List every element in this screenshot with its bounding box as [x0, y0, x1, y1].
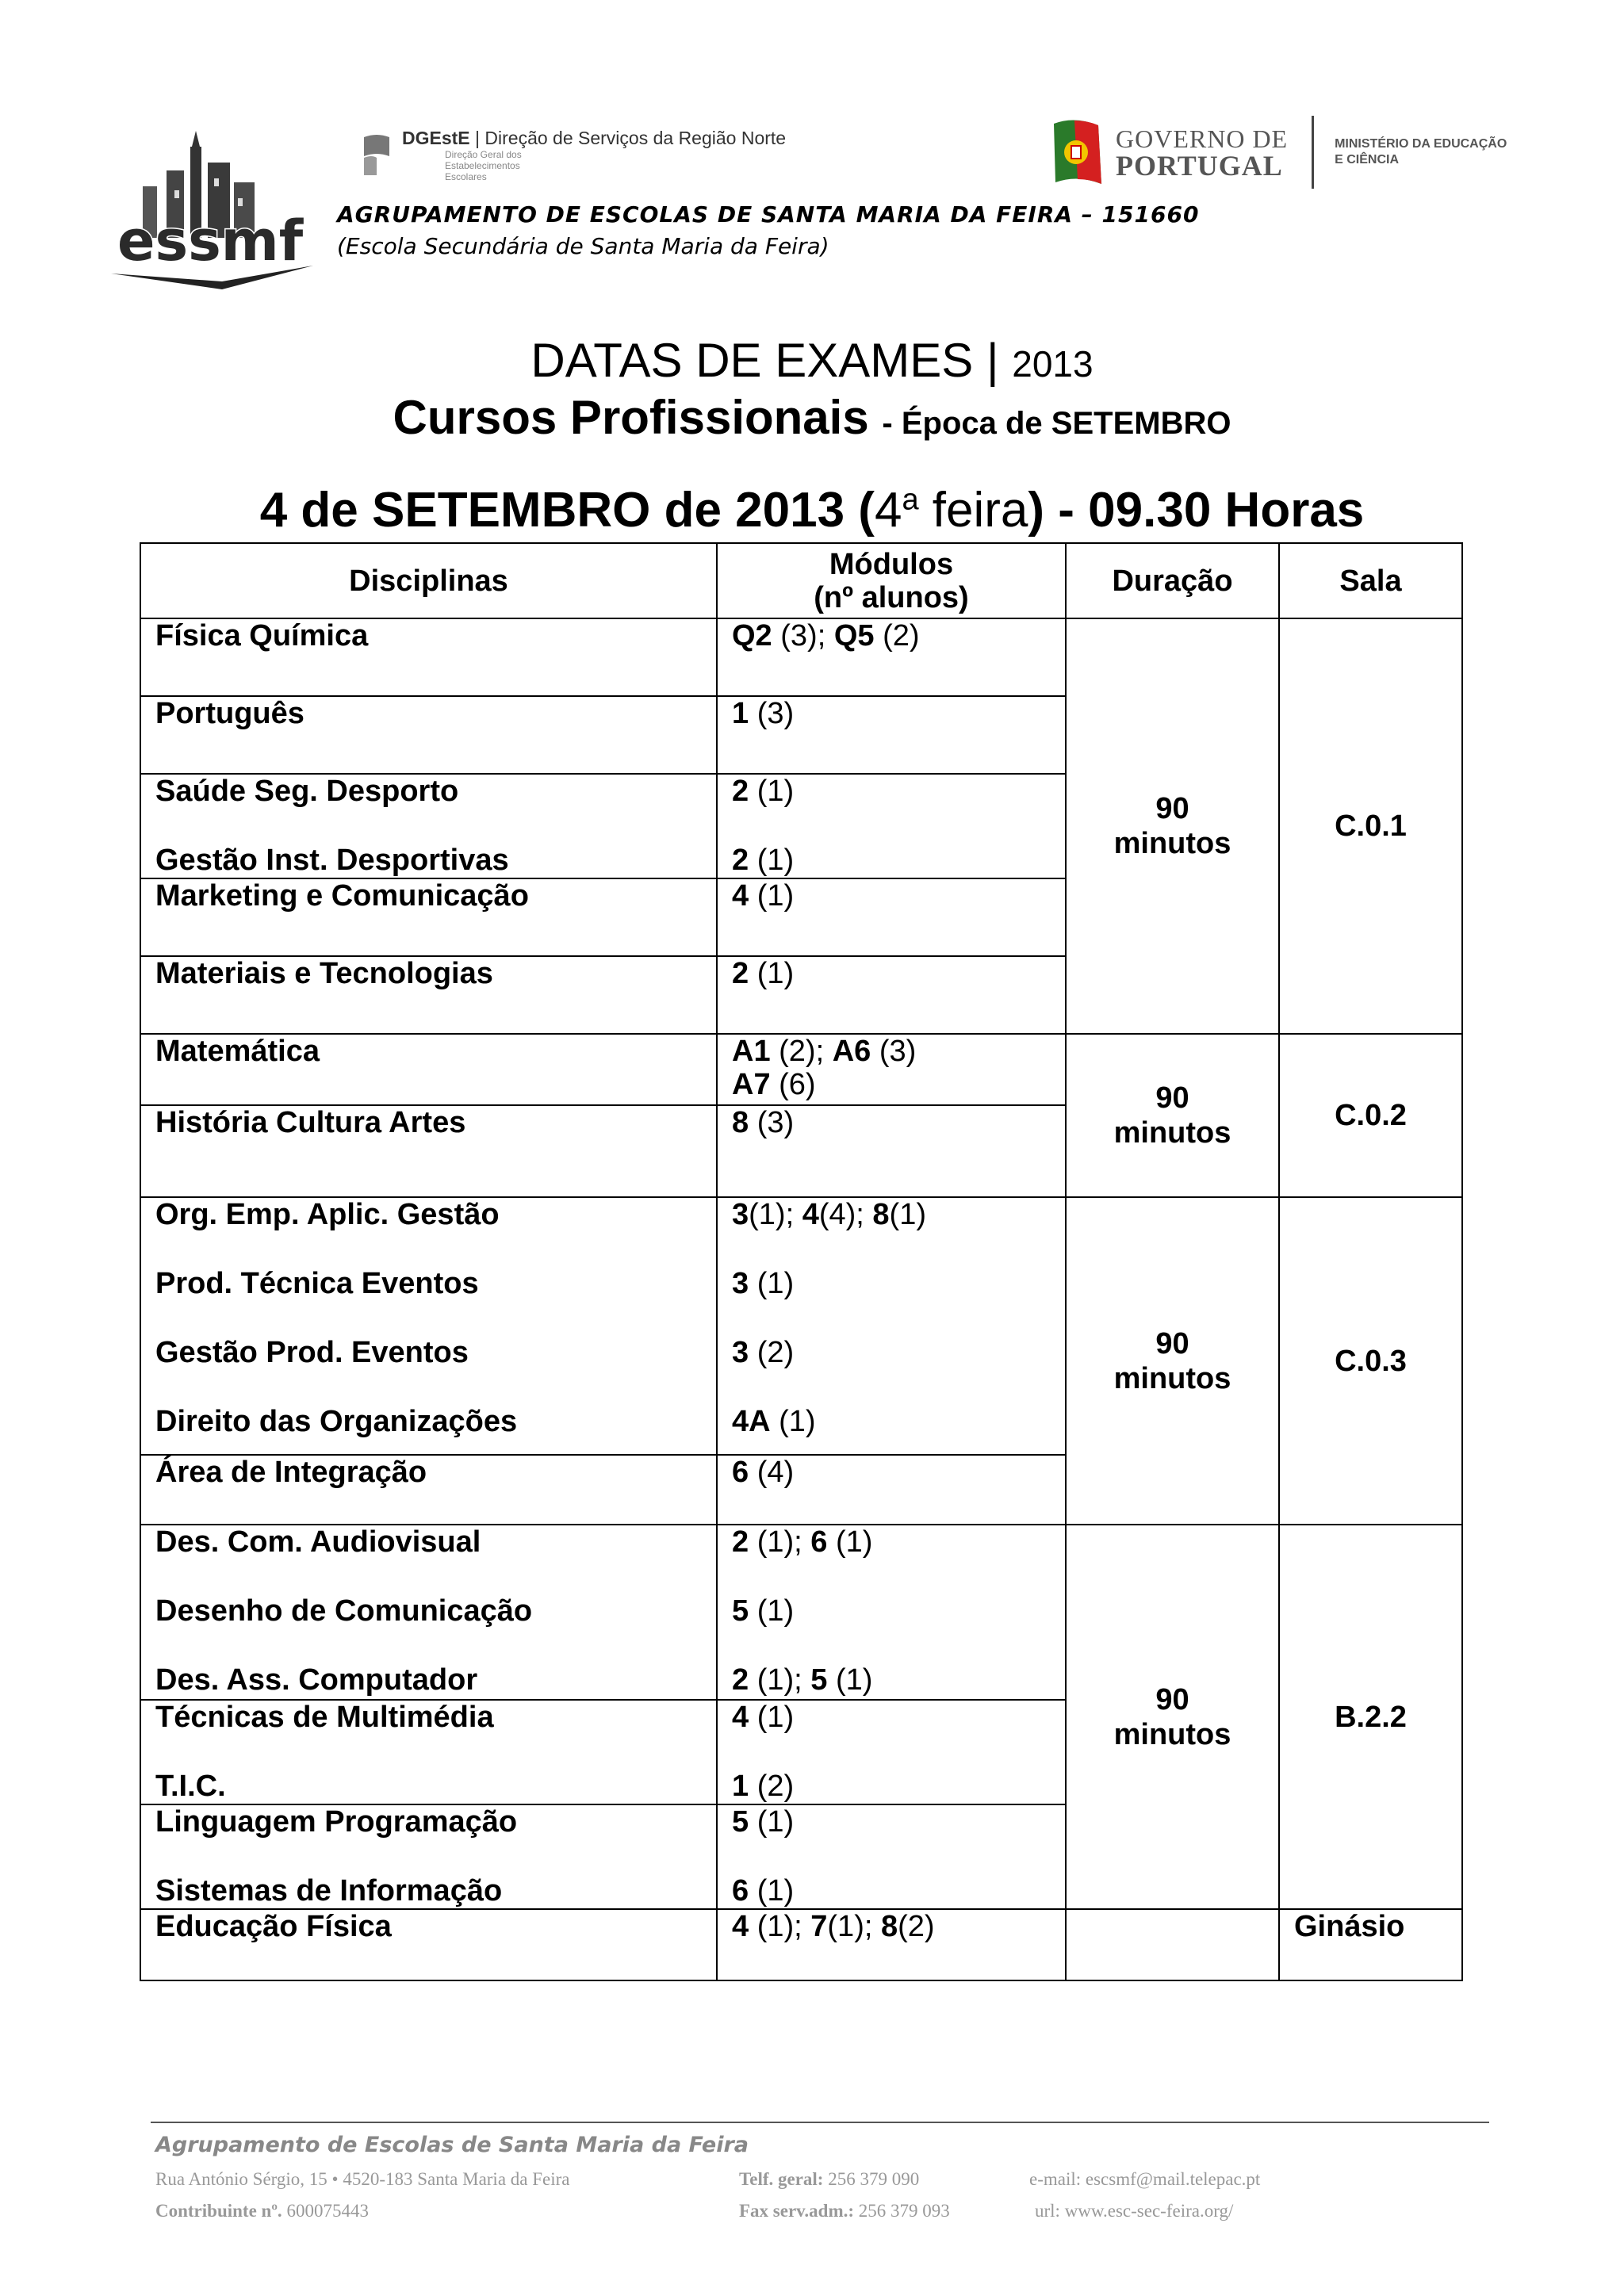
- modulo-count: (6): [770, 1068, 816, 1101]
- modulo-count: (1): [770, 1405, 816, 1438]
- disciplina-name: Marketing e Comunicação: [155, 879, 529, 913]
- modulo-code: 4: [732, 1910, 749, 1943]
- disciplina-name: Português: [155, 697, 304, 730]
- modulo-code: 2: [732, 844, 749, 877]
- modulo-line: [732, 1405, 1051, 1438]
- modulo-count: (1): [749, 1701, 795, 1734]
- disciplina-name: Des. Com. Audiovisual: [155, 1525, 481, 1559]
- footer-divider: [151, 2122, 1489, 2123]
- duracao-cell: [1066, 1525, 1279, 1909]
- modulo-code: 6: [732, 1874, 749, 1908]
- modulo-code: Q5: [833, 619, 875, 652]
- footer-fax: [739, 2201, 950, 2221]
- disciplina-cell: [140, 696, 717, 774]
- header-disciplinas: Disciplinas: [140, 543, 717, 618]
- school-logo: [111, 127, 317, 297]
- logo-text: essmf: [117, 209, 304, 274]
- modulo-code: 1: [732, 697, 749, 730]
- modulo-code: 8: [880, 1910, 898, 1943]
- disciplina-cell: [140, 1034, 717, 1105]
- modulo-code: 5: [810, 1663, 828, 1697]
- dgeste-header: [361, 127, 787, 182]
- disciplina-name: T.I.C.: [155, 1770, 226, 1803]
- table-row: [140, 1034, 1462, 1105]
- modulo-code: 2: [732, 775, 749, 808]
- modulo-count: (4): [749, 1456, 795, 1489]
- gov-line-1: GOVERNO DE: [1116, 124, 1289, 153]
- modulo-count: (4);: [818, 1198, 873, 1231]
- duracao-cell: [1066, 1197, 1279, 1525]
- modulo-code: 4: [732, 879, 749, 913]
- disciplina-name: Des. Ass. Computador: [155, 1663, 478, 1697]
- weekday-ordinal: a: [902, 483, 919, 517]
- disciplina-name: Gestão Prod. Eventos: [155, 1336, 469, 1369]
- nif-value: 600075443: [286, 2201, 369, 2221]
- disciplina-name: Materiais e Tecnologias: [155, 957, 493, 990]
- modulo-code: 5: [732, 1805, 749, 1839]
- dgeste-subtitle: Direção Geral dos Estabelecimentos Escolares: [445, 148, 522, 182]
- disciplina-cell: [140, 1909, 717, 1980]
- table-row: [140, 618, 1462, 696]
- modulo-code: 7: [810, 1910, 828, 1943]
- gov-line-2: PORTUGAL: [1116, 150, 1283, 182]
- modulo-line: [732, 1068, 1051, 1101]
- duracao-cell: [1066, 1034, 1279, 1197]
- modulo-code: 1: [732, 1770, 749, 1803]
- page-subtitle: [0, 390, 1624, 445]
- disciplina-name: Desenho de Comunicação: [155, 1594, 533, 1628]
- modulo-count: (1);: [827, 1910, 881, 1943]
- modulo-code: 4: [732, 1701, 749, 1734]
- duracao-unit: minutos: [1113, 1717, 1231, 1751]
- disciplina-name: Direito das Organizações: [155, 1405, 518, 1438]
- modulo-count: (1);: [749, 1663, 811, 1697]
- weekday-name: feira: [918, 483, 1028, 538]
- modulos-cell: [717, 1804, 1066, 1909]
- modulos-cell: [717, 1909, 1066, 1980]
- footer-phone: [739, 2169, 919, 2190]
- table-row: [140, 1197, 1462, 1455]
- exam-date: [0, 482, 1624, 538]
- modulo-count: (1): [889, 1198, 926, 1231]
- disciplina-name: Org. Emp. Aplic. Gestão: [155, 1198, 500, 1231]
- modulos-cell: [717, 774, 1066, 878]
- modulo-line: [732, 1663, 1051, 1697]
- school-subtitle: (Escola Secundária de Santa Maria da Feira): [337, 233, 829, 259]
- phone-value: 256 379 090: [828, 2169, 920, 2189]
- header-divider: [1312, 116, 1314, 189]
- disciplina-cell: [140, 618, 717, 696]
- modulo-line: [732, 775, 1051, 808]
- modulo-count: (2): [898, 1910, 935, 1943]
- disciplina-cell: [140, 1525, 717, 1700]
- modulo-count: (3): [871, 1035, 917, 1068]
- modulo-count: (2): [749, 1336, 795, 1369]
- modulo-count: (1): [749, 957, 795, 990]
- modulos-cell: [717, 1700, 1066, 1804]
- footer-url[interactable]: url: www.esc-sec-feira.org/: [1035, 2201, 1234, 2221]
- dgeste-brand: DGEstE: [402, 127, 470, 148]
- modulo-count: (1): [749, 1874, 795, 1908]
- modulos-cell: [717, 1525, 1066, 1700]
- duracao-value: 90: [1155, 1081, 1189, 1115]
- modulo-line: [732, 844, 1051, 877]
- modulo-count: (1): [749, 844, 795, 877]
- disciplina-name: Técnicas de Multimédia: [155, 1701, 494, 1734]
- modulo-count: (3): [749, 697, 795, 730]
- modulo-count: (2): [749, 1770, 795, 1803]
- modulo-line: [732, 1106, 1051, 1139]
- modulos-cell: [717, 1034, 1066, 1105]
- modulo-count: (1): [749, 1594, 795, 1628]
- weekday: [875, 483, 1028, 538]
- weekday-num: 4: [874, 483, 902, 538]
- modulo-line: [732, 1456, 1051, 1489]
- modulo-count: (1): [749, 775, 795, 808]
- modulos-cell: [717, 1105, 1066, 1197]
- disciplina-name: Educação Física: [155, 1910, 392, 1943]
- duracao-unit: minutos: [1113, 1361, 1231, 1395]
- fax-value: 256 379 093: [858, 2201, 950, 2221]
- duracao-cell: [1066, 1909, 1279, 1980]
- duracao-unit: minutos: [1113, 827, 1231, 860]
- modulo-code: Q2: [732, 619, 772, 652]
- modulo-line: [732, 1336, 1051, 1369]
- disciplina-name: Saúde Seg. Desporto: [155, 775, 459, 808]
- government-logo: [1051, 113, 1517, 192]
- modulo-count: (1);: [749, 1910, 811, 1943]
- modulo-line: [732, 1267, 1051, 1300]
- duracao-value: 90: [1155, 1682, 1189, 1716]
- modulo-line: [732, 1701, 1051, 1734]
- modulo-code: 3: [732, 1198, 749, 1231]
- modulo-line: [732, 1594, 1051, 1628]
- epoca-label: - Época de SETEMBRO: [882, 406, 1231, 441]
- footer-address: Rua António Sérgio, 15 • 4520-183 Santa Maria da Feira: [155, 2169, 570, 2189]
- modulo-code: 6: [732, 1456, 749, 1489]
- disciplina-cell: [140, 1700, 717, 1804]
- modulo-code: 3: [732, 1267, 749, 1300]
- disciplina-name: Física Química: [155, 619, 369, 652]
- nif-label: Contribuinte nº.: [155, 2201, 282, 2221]
- modulo-count: (1): [749, 879, 795, 913]
- modulo-code: 3: [732, 1336, 749, 1369]
- modulos-cell: [717, 878, 1066, 956]
- modulo-code: 2: [732, 1525, 749, 1559]
- phone-label: Telf. geral:: [739, 2169, 824, 2189]
- disciplina-cell: [140, 1197, 717, 1455]
- modulos-cell: [717, 956, 1066, 1034]
- disciplina-name: Matemática: [155, 1035, 320, 1068]
- modulo-line: [732, 1525, 1051, 1559]
- date-part-b: ) - 09.30 Horas: [1028, 483, 1365, 538]
- sala-cell: C.0.1: [1279, 618, 1462, 1034]
- duracao-value: 90: [1155, 792, 1189, 825]
- dgeste-logo-icon: [361, 132, 393, 177]
- modulo-code: 8: [732, 1106, 749, 1139]
- footer-nif: [155, 2201, 369, 2221]
- modulo-line: [732, 1035, 1051, 1068]
- dgeste-label: | Direção de Serviços da Região Norte: [475, 127, 787, 148]
- disciplina-name: Sistemas de Informação: [155, 1874, 503, 1908]
- header-modulos: [717, 543, 1066, 618]
- disciplina-cell: [140, 1105, 717, 1197]
- modulo-line: [732, 1910, 1051, 1943]
- modulo-count: (1);: [749, 1198, 802, 1231]
- disciplina-name: Gestão Inst. Desportivas: [155, 844, 509, 877]
- sala-cell: C.0.2: [1279, 1034, 1462, 1197]
- modulo-count: (1): [827, 1525, 873, 1559]
- disciplina-name: Linguagem Programação: [155, 1805, 518, 1839]
- disciplina-cell: [140, 878, 717, 956]
- disciplina-cell: [140, 956, 717, 1034]
- modulo-code: A7: [732, 1068, 771, 1101]
- modulo-line: [732, 957, 1051, 990]
- modulo-code: 4: [802, 1198, 819, 1231]
- page-title: [0, 333, 1624, 388]
- ministry-label: MINISTÉRIO DA EDUCAÇÃO E CIÊNCIA: [1335, 137, 1507, 166]
- modulos-cell: [717, 618, 1066, 696]
- exam-table: [140, 542, 1463, 1981]
- modulo-count: (1);: [749, 1525, 811, 1559]
- disciplina-cell: [140, 774, 717, 878]
- modulo-line: [732, 619, 1051, 652]
- header-duracao: Duração: [1066, 543, 1279, 618]
- footer-email[interactable]: e-mail: escsmf@mail.telepac.pt: [1029, 2169, 1261, 2189]
- school-name: AGRUPAMENTO DE ESCOLAS DE SANTA MARIA DA FEIRA – 151660: [337, 201, 1200, 228]
- modulo-line: [732, 697, 1051, 730]
- modulos-cell: [717, 1455, 1066, 1525]
- date-part-a: 4 de SETEMBRO de 2013 (: [259, 483, 875, 538]
- modulo-code: 8: [872, 1198, 890, 1231]
- modulo-code: 6: [810, 1525, 828, 1559]
- sala-cell: Ginásio: [1279, 1909, 1462, 1980]
- footer-org: Agrupamento de Escolas de Santa Maria da Feira: [155, 2133, 749, 2157]
- modulo-count: (2);: [770, 1035, 833, 1068]
- duracao-value: 90: [1155, 1326, 1189, 1360]
- disciplina-name: Área de Integração: [155, 1456, 427, 1489]
- course-title: Cursos Profissionais: [393, 391, 869, 444]
- duracao-unit: minutos: [1113, 1116, 1231, 1150]
- table-row: [140, 1525, 1462, 1700]
- modulo-line: [732, 1770, 1051, 1803]
- disciplina-cell: [140, 1455, 717, 1525]
- modulo-count: (2): [874, 619, 920, 652]
- modulo-count: (3): [749, 1106, 795, 1139]
- modulo-code: 2: [732, 1663, 749, 1697]
- modulo-line: [732, 1805, 1051, 1839]
- modulo-count: (1): [827, 1663, 873, 1697]
- modulo-count: (1): [749, 1805, 795, 1839]
- title-text: DATAS DE EXAMES |: [530, 334, 999, 387]
- modulo-count: (3);: [772, 619, 834, 652]
- sala-cell: C.0.3: [1279, 1197, 1462, 1525]
- fax-label: Fax serv.adm.:: [739, 2201, 855, 2221]
- modulo-code: 2: [732, 957, 749, 990]
- portugal-flag-icon: [1051, 116, 1105, 189]
- modulos-cell: [717, 1197, 1066, 1455]
- header-modulos-line2: (nº alunos): [814, 580, 969, 614]
- modulo-line: [732, 1198, 1051, 1231]
- modulo-count: (1): [749, 1267, 795, 1300]
- header-modulos-line1: Módulos: [829, 547, 954, 581]
- duracao-cell: [1066, 618, 1279, 1034]
- modulo-line: [732, 1874, 1051, 1908]
- modulos-cell: [717, 696, 1066, 774]
- header-sala: Sala: [1279, 543, 1462, 618]
- title-year: 2013: [1012, 343, 1094, 385]
- disciplina-cell: [140, 1804, 717, 1909]
- disciplina-name: Prod. Técnica Eventos: [155, 1267, 479, 1300]
- disciplina-name: História Cultura Artes: [155, 1106, 466, 1139]
- modulo-code: A6: [832, 1035, 871, 1068]
- table-row: [140, 1909, 1462, 1980]
- modulo-code: A1: [732, 1035, 771, 1068]
- modulo-code: 5: [732, 1594, 749, 1628]
- table-header-row: [140, 543, 1462, 618]
- modulo-code: 4A: [732, 1405, 771, 1438]
- sala-cell: B.2.2: [1279, 1525, 1462, 1909]
- modulo-line: [732, 879, 1051, 913]
